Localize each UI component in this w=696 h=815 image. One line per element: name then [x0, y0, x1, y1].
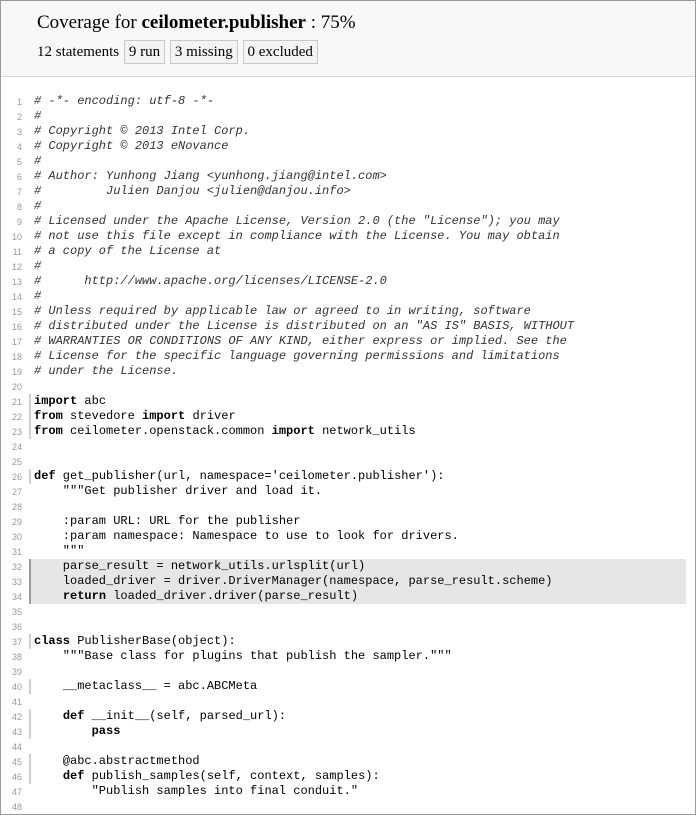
- line-number[interactable]: 14: [11, 292, 22, 302]
- code-keyword: def: [62, 709, 85, 723]
- code-comment: # not use this file except in compliance with the License. You may obtain: [34, 229, 560, 243]
- line-code: [29, 604, 686, 619]
- line-number[interactable]: 36: [11, 622, 22, 632]
- code-comment: # under the License.: [34, 364, 179, 378]
- line-number[interactable]: 21: [11, 397, 22, 407]
- line-code: [29, 199, 686, 214]
- line-code: [29, 334, 686, 349]
- source-line: [0, 574, 686, 589]
- source-line: [0, 199, 686, 214]
- line-code: [29, 799, 686, 814]
- code-text: @abc.abstractmethod: [34, 754, 200, 768]
- run-toggle-button[interactable]: 9 run: [124, 40, 165, 64]
- source-line: [0, 544, 686, 559]
- code-keyword: import: [34, 394, 78, 408]
- line-number[interactable]: 1: [16, 97, 22, 107]
- source-line: [0, 679, 686, 694]
- line-code: [29, 754, 686, 769]
- source-line: [0, 109, 686, 124]
- line-number[interactable]: 11: [12, 247, 22, 257]
- source-line: [0, 319, 686, 334]
- source-line: [0, 784, 686, 799]
- line-code: [29, 379, 686, 394]
- line-number[interactable]: 13: [11, 277, 22, 287]
- source-line: [0, 754, 686, 769]
- line-code: [29, 154, 686, 169]
- source-line: [0, 439, 686, 454]
- code-text: """Get publisher driver and load it.: [34, 484, 323, 498]
- source-line: [0, 274, 686, 289]
- line-code: [29, 664, 686, 679]
- code-comment: # Licensed under the Apache License, Version 2.0 (the "License"); you may: [34, 214, 560, 228]
- source-line: [0, 664, 686, 679]
- code-keyword: from: [34, 409, 63, 423]
- code-comment: # Copyright © 2013 eNovance: [34, 139, 229, 153]
- line-number[interactable]: 6: [16, 172, 22, 182]
- code-text: [34, 724, 92, 738]
- code-comment: # http://www.apache.org/licenses/LICENSE-2.0: [34, 274, 387, 288]
- code-text: """Base class for plugins that publish the sampler.""": [34, 649, 452, 663]
- line-number[interactable]: 8: [16, 202, 22, 212]
- code-text: stevedore: [62, 409, 143, 423]
- code-comment: # Unless required by applicable law or agreed to in writing, software: [34, 304, 531, 318]
- code-keyword: def: [34, 469, 56, 483]
- code-comment: # -*- encoding: utf-8 -*-: [34, 94, 215, 108]
- code-comment: # Copyright © 2013 Intel Corp.: [34, 124, 251, 138]
- source-line: [0, 649, 686, 664]
- source-line: [0, 559, 686, 574]
- source-line: [0, 304, 686, 319]
- line-number[interactable]: 4: [16, 142, 22, 152]
- line-number[interactable]: 22: [11, 412, 22, 422]
- source-line: [0, 244, 686, 259]
- code-text: [34, 709, 63, 723]
- line-number[interactable]: 10: [11, 232, 22, 242]
- line-code: [29, 124, 686, 139]
- line-code: [29, 139, 686, 154]
- code-keyword: import: [271, 424, 315, 438]
- line-code: [29, 769, 686, 784]
- code-text: network_utils: [314, 424, 416, 438]
- line-number[interactable]: 43: [11, 727, 22, 737]
- source-line: [0, 514, 686, 529]
- line-number[interactable]: 40: [11, 682, 22, 692]
- line-number[interactable]: 32: [11, 562, 22, 572]
- line-code: [29, 229, 686, 244]
- code-text: loaded_driver = driver.DriverManager(namespace, parse_result.scheme): [34, 574, 553, 588]
- code-text: PublisherBase(object):: [70, 634, 236, 648]
- line-code: [29, 469, 686, 484]
- source-line: [0, 94, 686, 109]
- line-number[interactable]: 33: [11, 577, 22, 587]
- source-line: [0, 289, 686, 304]
- source-line: [0, 769, 686, 784]
- source-line: [0, 799, 686, 814]
- code-text: :param namespace: Namespace to use to look for drivers.: [34, 529, 459, 543]
- line-number[interactable]: 26: [11, 472, 22, 482]
- line-number[interactable]: 7: [16, 187, 22, 197]
- line-number[interactable]: 18: [11, 352, 22, 362]
- line-number[interactable]: 5: [16, 157, 22, 167]
- line-number[interactable]: 39: [11, 667, 22, 677]
- line-number[interactable]: 44: [11, 742, 22, 752]
- line-code: [29, 364, 686, 379]
- line-number[interactable]: 31: [11, 547, 22, 557]
- code-comment: #: [34, 109, 42, 123]
- line-number[interactable]: 25: [11, 457, 22, 467]
- code-comment: # License for the specific language governing permissions and limitations: [34, 349, 560, 363]
- source-line: [0, 724, 686, 739]
- code-keyword: return: [62, 589, 107, 603]
- line-code: [29, 319, 686, 334]
- line-code: [29, 109, 686, 124]
- excluded-toggle-button[interactable]: 0 excluded: [243, 40, 318, 64]
- source-listing: [0, 94, 686, 814]
- line-code: [29, 784, 686, 799]
- code-text: parse_result = network_utils.urlsplit(url): [34, 559, 366, 573]
- line-code: [29, 454, 686, 469]
- code-keyword: from: [34, 424, 63, 438]
- code-keyword: def: [62, 769, 85, 783]
- code-text: abc: [77, 394, 107, 408]
- line-code: [29, 439, 686, 454]
- page-title: [37, 11, 695, 35]
- line-code: [29, 484, 686, 499]
- code-text: :param URL: URL for the publisher: [34, 514, 301, 528]
- source-line: [0, 694, 686, 709]
- line-code: [29, 169, 686, 184]
- line-number[interactable]: 20: [11, 382, 22, 392]
- line-number[interactable]: 17: [11, 337, 22, 347]
- source-line: [0, 349, 686, 364]
- code-comment: # Julien Danjou <julien@danjou.info>: [34, 184, 351, 198]
- line-code: [29, 694, 686, 709]
- line-number[interactable]: 15: [11, 307, 22, 317]
- code-text: publish_samples(self, context, samples):: [84, 769, 380, 783]
- line-number[interactable]: 46: [11, 772, 22, 782]
- line-number[interactable]: 29: [11, 517, 22, 527]
- source-line: [0, 709, 686, 724]
- source-line: [0, 424, 686, 439]
- line-code: [29, 589, 686, 604]
- line-code: [29, 184, 686, 199]
- line-code: [29, 634, 686, 649]
- code-keyword: pass: [91, 724, 121, 738]
- code-comment: # distributed under the License is distributed on an "AS IS" BASIS, WITHOUT: [34, 319, 575, 333]
- line-code: [29, 709, 686, 724]
- line-code: [29, 244, 686, 259]
- source-line: [0, 124, 686, 139]
- code-comment: # WARRANTIES OR CONDITIONS OF ANY KIND, either express or implied. See the: [34, 334, 567, 348]
- title-suffix: : 75%: [305, 12, 356, 33]
- code-text: __init__(self, parsed_url):: [84, 709, 287, 723]
- code-text: [34, 769, 63, 783]
- source-line: [0, 214, 686, 229]
- line-number[interactable]: 27: [11, 487, 22, 497]
- statements-count: 12 statements: [37, 44, 120, 60]
- line-code: [29, 424, 686, 439]
- source-line: [0, 634, 686, 649]
- line-code: [29, 529, 686, 544]
- module-name: ceilometer.publisher: [141, 12, 306, 33]
- line-number[interactable]: 38: [11, 652, 22, 662]
- source-line: [0, 454, 686, 469]
- line-number[interactable]: 37: [11, 637, 22, 647]
- line-code: [29, 559, 686, 574]
- code-text: ceilometer.openstack.common: [62, 424, 272, 438]
- line-code: [29, 304, 686, 319]
- code-text: __metaclass__ = abc.ABCMeta: [34, 679, 258, 693]
- source-line: [0, 529, 686, 544]
- line-code: [29, 94, 686, 109]
- line-number[interactable]: 16: [11, 322, 22, 332]
- code-text: get_publisher(url, namespace='ceilometer.publisher'):: [55, 469, 445, 483]
- source-line: [0, 394, 686, 409]
- line-number[interactable]: 19: [11, 367, 22, 377]
- source-line: [0, 619, 686, 634]
- source-line: [0, 334, 686, 349]
- source-line: [0, 259, 686, 274]
- line-code: [29, 289, 686, 304]
- line-number[interactable]: 24: [11, 442, 22, 452]
- line-number[interactable]: 23: [11, 427, 22, 437]
- code-keyword: import: [142, 409, 186, 423]
- line-code: [29, 409, 686, 424]
- line-code: [29, 394, 686, 409]
- code-text: "Publish samples into final conduit.": [34, 784, 359, 798]
- line-number[interactable]: 2: [16, 112, 22, 122]
- source-line: [0, 409, 686, 424]
- line-code: [29, 259, 686, 274]
- code-text: [34, 589, 63, 603]
- missing-toggle-button[interactable]: 3 missing: [170, 40, 238, 64]
- code-comment: #: [34, 289, 42, 303]
- source-line: [0, 484, 686, 499]
- code-comment: #: [34, 259, 42, 273]
- line-number[interactable]: 30: [11, 532, 22, 542]
- line-code: [29, 514, 686, 529]
- line-code: [29, 214, 686, 229]
- line-number[interactable]: 35: [11, 607, 22, 617]
- code-comment: #: [34, 154, 42, 168]
- line-code: [29, 544, 686, 559]
- source-line: [0, 184, 686, 199]
- line-number[interactable]: 41: [11, 697, 22, 707]
- source-line: [0, 604, 686, 619]
- source-line: [0, 469, 686, 484]
- coverage-stats: [37, 40, 695, 64]
- source-line: [0, 499, 686, 514]
- source-line: [0, 379, 686, 394]
- source-line: [0, 739, 686, 754]
- line-number[interactable]: 45: [11, 757, 22, 767]
- line-code: [29, 574, 686, 589]
- line-code: [29, 274, 686, 289]
- source-line: [0, 229, 686, 244]
- line-code: [29, 499, 686, 514]
- code-comment: #: [34, 199, 42, 213]
- code-text: driver: [185, 409, 236, 423]
- source-line: [0, 364, 686, 379]
- source-line: [0, 139, 686, 154]
- line-number[interactable]: 28: [11, 502, 22, 512]
- line-number[interactable]: 48: [11, 802, 22, 812]
- line-number[interactable]: 42: [11, 712, 22, 722]
- line-code: [29, 679, 686, 694]
- code-text: loaded_driver.driver(parse_result): [106, 589, 359, 603]
- coverage-header: [1, 1, 695, 77]
- source-line: [0, 154, 686, 169]
- code-text: """: [34, 544, 85, 558]
- line-number[interactable]: 34: [11, 592, 22, 602]
- line-number[interactable]: 12: [11, 262, 22, 272]
- line-code: [29, 724, 686, 739]
- line-number[interactable]: 47: [11, 787, 22, 797]
- line-code: [29, 349, 686, 364]
- source-line: [0, 589, 686, 604]
- line-code: [29, 739, 686, 754]
- source-line: [0, 169, 686, 184]
- code-comment: # Author: Yunhong Jiang <yunhong.jiang@intel.com>: [34, 169, 387, 183]
- code-keyword: class: [34, 634, 71, 648]
- code-comment: # a copy of the License at: [34, 244, 222, 258]
- line-number[interactable]: 9: [16, 217, 22, 227]
- line-number[interactable]: 3: [16, 127, 22, 137]
- title-prefix: Coverage for: [37, 12, 142, 33]
- line-code: [29, 649, 686, 664]
- line-code: [29, 619, 686, 634]
